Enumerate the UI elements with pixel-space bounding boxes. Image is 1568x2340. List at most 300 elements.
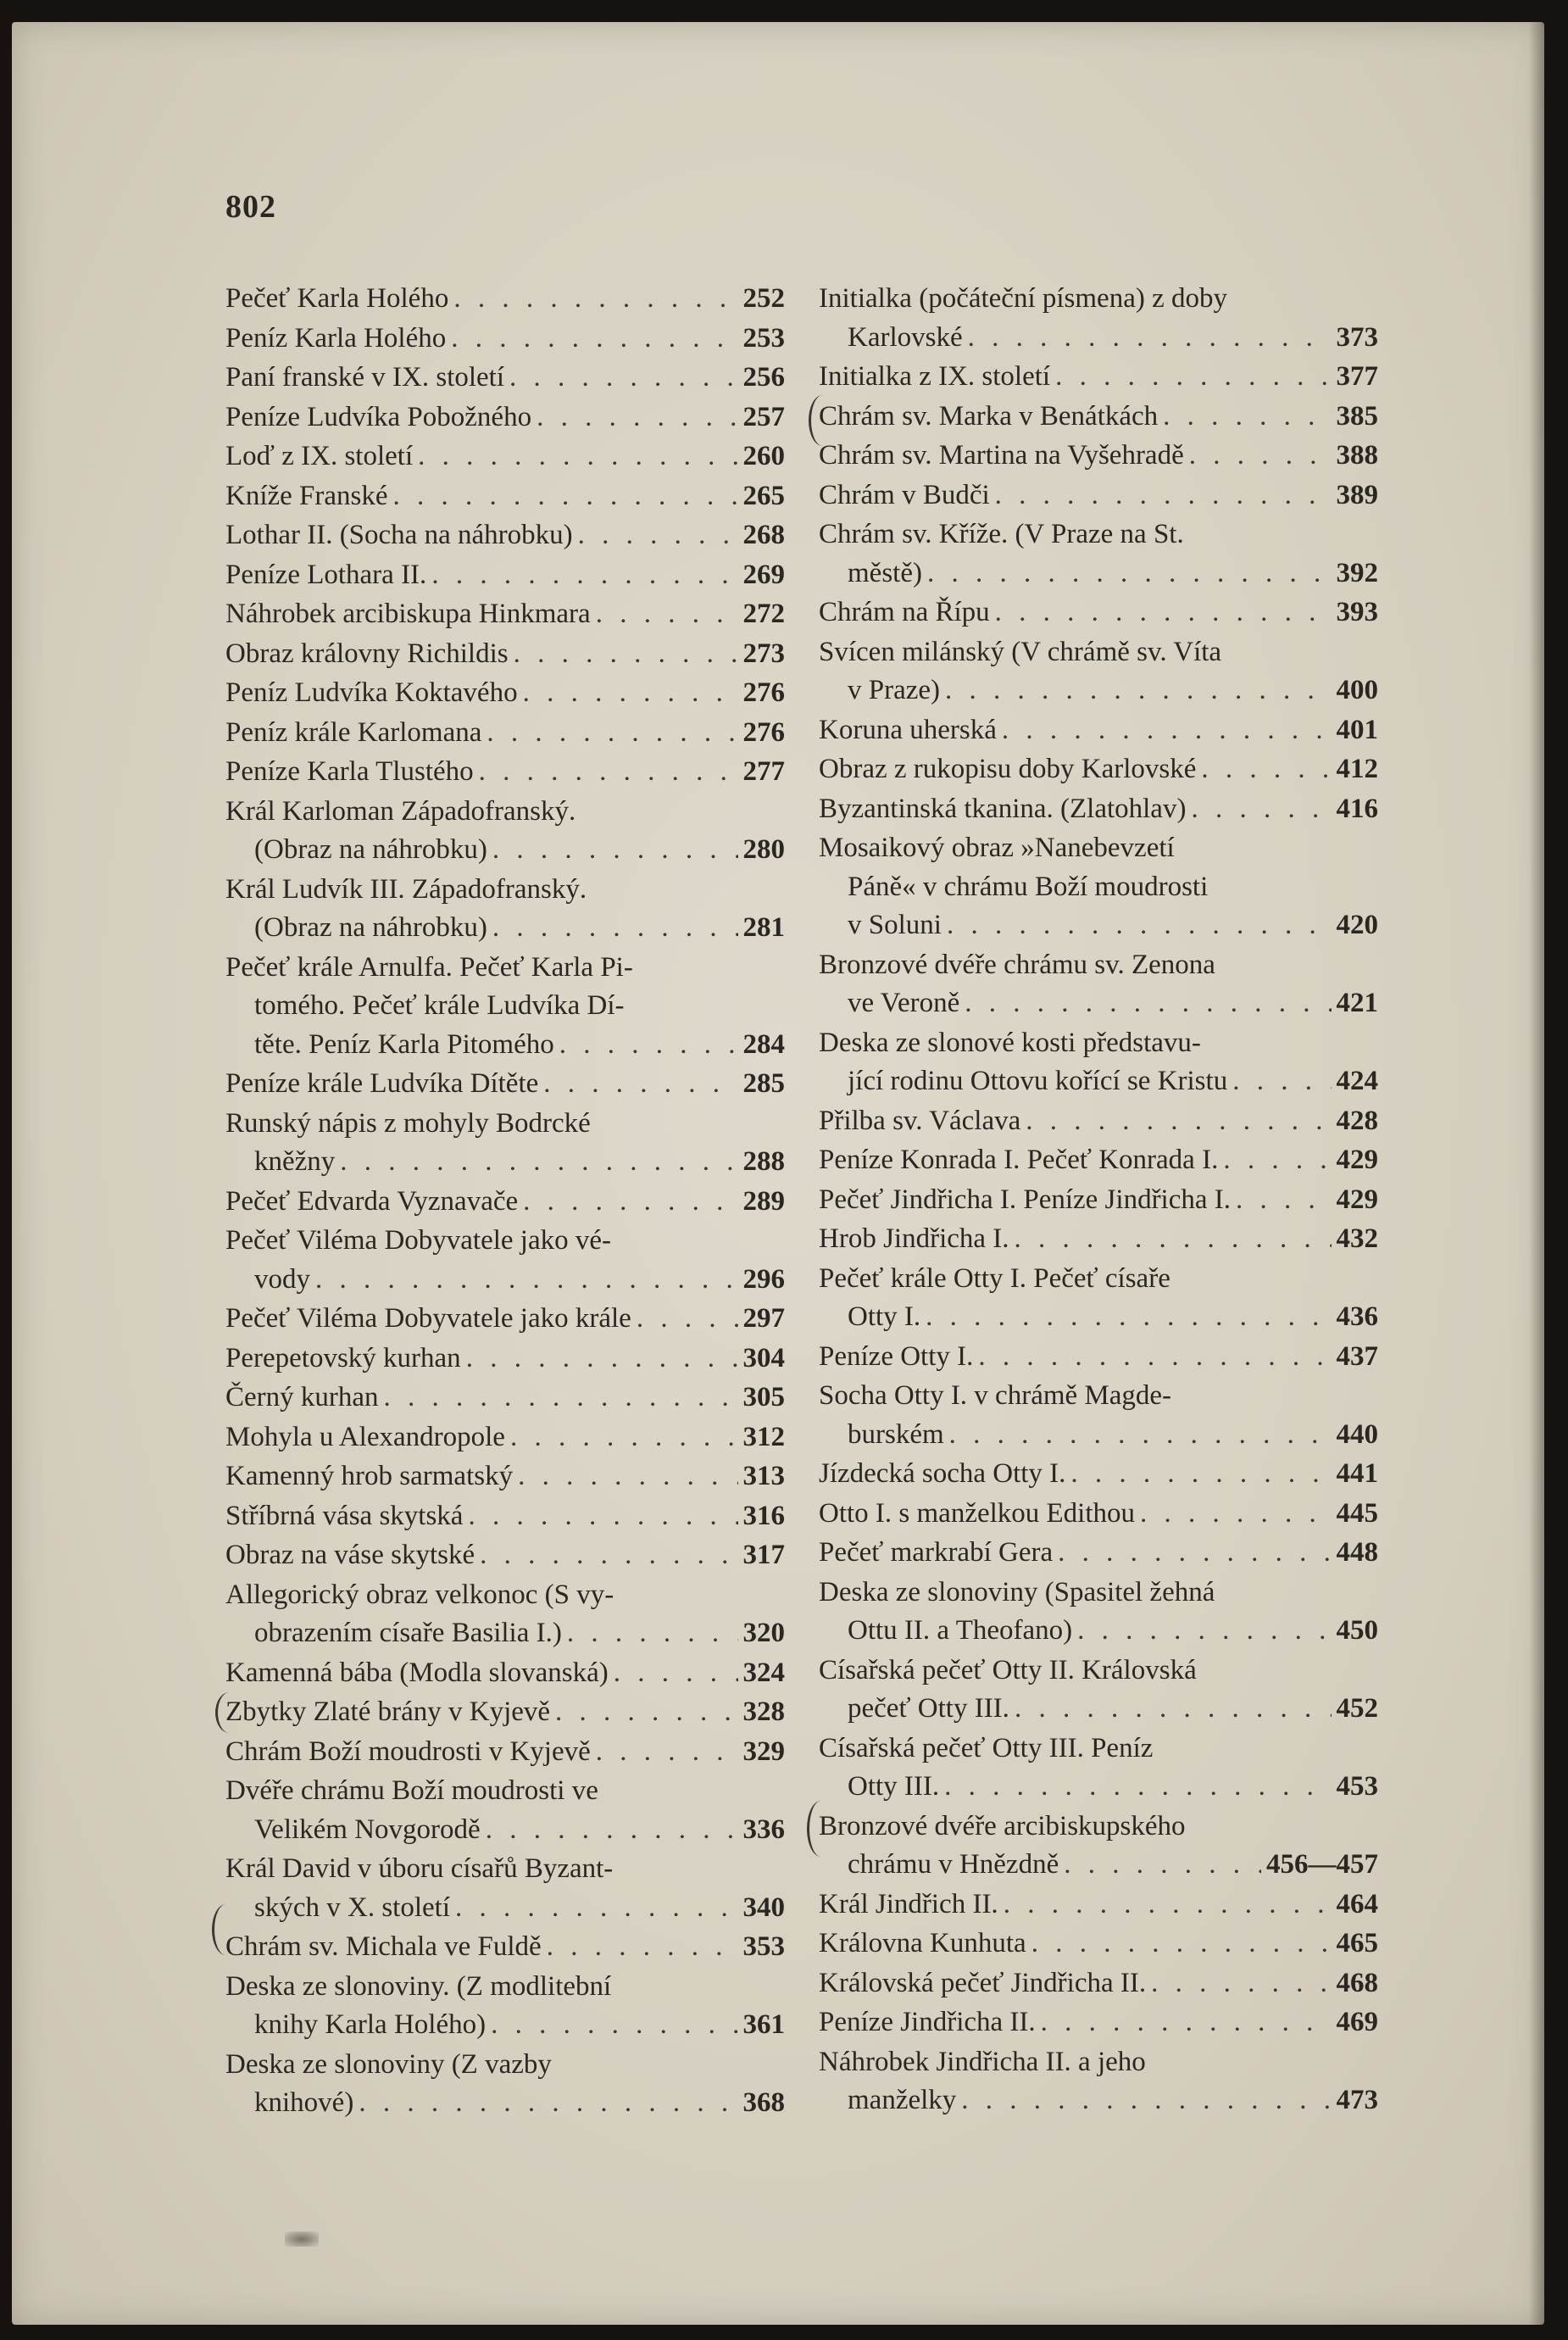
entry-title: Perepetovský kurhan	[225, 1342, 461, 1373]
index-entry-line	[225, 516, 785, 555]
entry-title: Deska ze slonové kosti představu-	[819, 1027, 1201, 1058]
entry-title: Allegorický obraz velkonoc (S vy-	[225, 1579, 614, 1610]
entry-page-number: 445	[1336, 1497, 1378, 1529]
entry-page-number: 452	[1336, 1693, 1378, 1724]
entry-page-number: 392	[1336, 557, 1378, 588]
entry-page-number: 252	[742, 283, 785, 314]
entry-title: pečeť Otty III.	[848, 1693, 1009, 1724]
entry-title: Král David v úboru císařů Byzant-	[225, 1853, 614, 1884]
entry-page-number: 256	[742, 362, 785, 393]
entry-page-number: 316	[742, 1500, 785, 1531]
index-entry-line	[225, 1497, 785, 1536]
index-entry	[225, 1968, 785, 2045]
dot-leader	[1015, 1690, 1332, 1729]
dot-leader	[492, 831, 738, 870]
index-entry-line	[819, 711, 1378, 750]
index-entry-line	[819, 593, 1378, 632]
index-entry-line	[819, 1846, 1378, 1885]
dot-leader	[1026, 1102, 1331, 1141]
index-entry	[225, 1536, 785, 1575]
entry-title: Císařská pečeť Otty III. Peníz	[819, 1732, 1154, 1763]
index-entry	[819, 358, 1378, 397]
index-entry-line	[819, 1925, 1378, 1964]
index-entry	[225, 714, 785, 753]
entry-title: Pečeť Viléma Dobyvatele jako krále	[225, 1303, 631, 1334]
index-entry-line	[225, 1889, 785, 1928]
entry-title: Královna Kunhuta	[819, 1928, 1026, 1958]
index-entry-line	[819, 1377, 1378, 1416]
index-entry	[819, 1141, 1378, 1180]
index-entry-line	[225, 1733, 785, 1772]
entry-page-number: 269	[742, 559, 785, 590]
dot-leader	[961, 2081, 1331, 2120]
entry-page-number: 385	[1336, 400, 1378, 432]
index-entry-line	[819, 1690, 1378, 1729]
entry-page-number: 432	[1336, 1223, 1378, 1254]
dot-leader	[1191, 790, 1331, 829]
entry-title: Velikém Novgorodě	[254, 1814, 481, 1845]
dot-leader	[543, 1065, 737, 1104]
index-entry	[225, 1457, 785, 1496]
index-entry-line	[225, 1614, 785, 1653]
index-entry	[819, 1102, 1378, 1141]
index-entry	[819, 2003, 1378, 2042]
entry-page-number: 284	[742, 1028, 785, 1060]
dot-leader	[1140, 1495, 1331, 1534]
entry-title: Pečeť krále Arnulfa. Pečeť Karla Pi-	[225, 951, 633, 983]
index-entry	[819, 1964, 1378, 2003]
index-entry	[819, 515, 1378, 593]
entry-page-number: 285	[742, 1068, 785, 1099]
index-entry-line	[225, 1654, 785, 1693]
entry-page-number: 416	[1336, 793, 1378, 824]
index-entry-line	[225, 1300, 785, 1339]
entry-title: Mohyla u Alexandropole	[225, 1421, 505, 1452]
index-entry-line	[225, 595, 785, 634]
index-entry-line	[819, 1886, 1378, 1925]
entry-title: (Obraz na náhrobku)	[254, 912, 487, 943]
entry-title: Peníze Otty I.	[819, 1340, 974, 1372]
index-entry-line	[819, 829, 1378, 868]
entry-title: Peníz Ludvíka Koktavého	[225, 677, 518, 708]
index-entry	[225, 1654, 785, 1693]
index-entry	[819, 1260, 1378, 1337]
dot-leader	[514, 635, 738, 674]
index-entry-line	[819, 1574, 1378, 1613]
index-entry	[225, 753, 785, 792]
index-entry-line	[819, 280, 1378, 319]
dot-leader	[1015, 1220, 1332, 1259]
index-entry-line	[819, 633, 1378, 672]
entry-page-number: 412	[1336, 754, 1378, 784]
entry-page-number: 436	[1336, 1301, 1378, 1332]
entry-page-number: 465	[1336, 1928, 1378, 1958]
index-entry	[225, 1497, 785, 1536]
index-entry	[225, 359, 785, 398]
index-entry-line	[225, 871, 785, 910]
entry-title: manželky	[848, 2085, 957, 2115]
index-entry-line	[225, 398, 785, 437]
entry-title: Pečeť Edvarda Vyznavače	[225, 1185, 519, 1217]
dot-leader	[315, 1261, 738, 1300]
entry-page-number: 456—457	[1266, 1849, 1378, 1880]
dot-leader	[523, 1183, 737, 1222]
entry-page-number: 265	[742, 480, 785, 511]
index-column-right	[819, 280, 1378, 2121]
entry-title: Otty III.	[848, 1771, 940, 1802]
index-entry-line	[225, 2084, 785, 2123]
index-entry	[819, 1808, 1378, 1885]
entry-title: kněžny	[254, 1146, 336, 1177]
index-entry	[819, 437, 1378, 476]
index-entry-line	[819, 1964, 1378, 2003]
dot-leader	[1064, 1846, 1261, 1885]
index-entry-line	[225, 1576, 785, 1615]
entry-title: Loď z IX. století	[225, 441, 414, 471]
dot-leader	[518, 1457, 737, 1496]
entry-title: Initialka (počáteční písmena) z doby	[819, 283, 1227, 314]
dot-leader	[418, 437, 737, 476]
index-entry	[819, 1925, 1378, 1964]
dot-leader	[1163, 398, 1331, 437]
index-entry-line	[819, 1808, 1378, 1847]
entry-title: Paní franské v IX. století	[225, 362, 505, 393]
index-entry	[819, 1455, 1378, 1494]
entry-page-number: 276	[742, 716, 785, 748]
dot-leader	[431, 556, 737, 595]
entry-page-number: 260	[742, 441, 785, 471]
dot-leader	[1070, 1455, 1331, 1494]
dot-leader	[491, 2006, 737, 2045]
index-entry-line	[225, 359, 785, 398]
index-entry-line	[819, 1298, 1378, 1337]
entry-title: Obraz na váse skytské	[225, 1540, 475, 1570]
entry-title: Král Jindřich II.	[819, 1888, 998, 1919]
dot-leader	[1151, 1964, 1331, 2003]
index-entry	[225, 1772, 785, 1849]
entry-page-number: 429	[1336, 1145, 1378, 1175]
entry-page-number: 437	[1336, 1340, 1378, 1372]
entry-page-number: 468	[1336, 1967, 1378, 1998]
index-entry-line	[819, 1495, 1378, 1534]
index-entry	[819, 1730, 1378, 1807]
index-entry-line	[225, 1183, 785, 1222]
index-entry-line	[225, 909, 785, 948]
index-entry	[819, 1024, 1378, 1101]
index-entry	[225, 516, 785, 555]
index-entry	[225, 1928, 785, 1967]
index-entry-line	[225, 1143, 785, 1182]
index-entry	[819, 790, 1378, 829]
dot-leader	[995, 593, 1332, 632]
entry-title: Pečeť Viléma Dobyvatele jako vé-	[225, 1225, 612, 1256]
dot-leader	[537, 398, 737, 437]
dot-leader	[926, 1298, 1331, 1337]
index-entry-line	[819, 319, 1378, 358]
index-entry	[225, 1379, 785, 1418]
index-entry	[225, 595, 785, 634]
entry-title: těte. Peníz Karla Pitomého	[254, 1028, 554, 1060]
dot-leader	[596, 595, 738, 634]
entry-title: tomého. Pečeť krále Ludvíka Dí-	[254, 990, 625, 1021]
dot-leader	[1189, 437, 1332, 476]
entry-title: Deska ze slonoviny (Spasitel žehná	[819, 1576, 1215, 1607]
index-entry-line	[819, 1260, 1378, 1299]
dot-leader	[1055, 358, 1331, 397]
index-entry-line	[819, 946, 1378, 985]
entry-title: Karlovské	[848, 321, 963, 353]
index-entry	[819, 1338, 1378, 1377]
entry-title: Peníze Karla Tlustého	[225, 756, 474, 787]
dot-leader	[927, 554, 1332, 593]
index-entry-line	[819, 2043, 1378, 2082]
index-entry-line	[819, 671, 1378, 710]
index-entry-line	[225, 1457, 785, 1496]
entry-page-number: 320	[742, 1618, 785, 1648]
index-entry-line	[819, 1062, 1378, 1101]
pencil-margin-mark	[212, 1904, 240, 1955]
entry-page-number: 353	[742, 1931, 785, 1962]
index-entry	[225, 1300, 785, 1339]
entry-title: Koruna uherská	[819, 714, 997, 745]
index-entry-line	[225, 674, 785, 713]
entry-title: Chrám Boží moudrosti v Kyjevě	[225, 1736, 591, 1767]
index-entry	[819, 1652, 1378, 1729]
entry-title: Páně« v chrámu Boží moudrosti	[848, 871, 1209, 902]
index-entry	[819, 1574, 1378, 1651]
entry-page-number: 393	[1336, 597, 1378, 627]
index-entry-line	[225, 1261, 785, 1300]
index-entry	[225, 635, 785, 674]
entry-page-number: 296	[742, 1263, 785, 1295]
entry-page-number: 420	[1336, 910, 1378, 940]
entry-title: Deska ze slonoviny (Z vazby	[225, 2048, 552, 2080]
index-entry-line	[819, 476, 1378, 515]
entry-title: obrazením císaře Basilia I.)	[254, 1618, 562, 1648]
entry-title: v Praze)	[848, 675, 941, 705]
entry-title: Deska ze slonoviny. (Z modlitební	[225, 1970, 612, 2002]
entry-title: Pečeť krále Otty I. Pečeť císaře	[819, 1262, 1170, 1294]
entry-page-number: 429	[1336, 1184, 1378, 1215]
entry-page-number: 389	[1336, 479, 1378, 510]
dot-leader	[486, 1811, 738, 1850]
dot-leader	[1236, 1181, 1331, 1220]
index-entry-line	[819, 790, 1378, 829]
entry-page-number: 268	[742, 520, 785, 550]
index-entry-line	[225, 714, 785, 753]
entry-title: Chrám sv. Martina na Vyšehradě	[819, 440, 1184, 471]
index-entry-line	[225, 1850, 785, 1889]
entry-page-number: 373	[1336, 321, 1378, 353]
entry-title: Bronzové dvéře chrámu sv. Zenona	[819, 949, 1215, 980]
entry-title: vody	[254, 1263, 310, 1295]
index-entry	[225, 1733, 785, 1772]
entry-title: Černý kurhan	[225, 1382, 379, 1412]
index-entry-line	[225, 635, 785, 674]
dot-leader	[359, 2084, 737, 2123]
dot-leader	[1002, 711, 1332, 750]
index-entry	[225, 1340, 785, 1379]
dot-leader	[559, 1026, 738, 1065]
entry-title: Hrob Jindřicha I.	[819, 1223, 1009, 1254]
index-entry-line	[819, 1730, 1378, 1769]
entry-page-number: 272	[742, 599, 785, 629]
entry-page-number: 305	[742, 1382, 785, 1412]
index-entry	[819, 1181, 1378, 1220]
dot-leader	[965, 984, 1331, 1023]
entry-page-number: 424	[1336, 1066, 1378, 1096]
entry-page-number: 276	[742, 677, 785, 708]
entry-title: Otto I. s manželkou Edithou	[819, 1497, 1136, 1529]
index-entry	[819, 1495, 1378, 1534]
index-entry	[225, 949, 785, 1065]
entry-page-number: 377	[1336, 361, 1378, 392]
entry-title: Runský nápis z mohyly Bodrcké	[225, 1107, 591, 1139]
entry-page-number: 277	[742, 756, 785, 787]
index-entry-line	[819, 1338, 1378, 1377]
entry-page-number: 336	[742, 1814, 785, 1845]
dot-leader	[480, 1536, 737, 1575]
dot-leader	[1232, 1062, 1331, 1101]
dot-leader	[1041, 2003, 1332, 2042]
dot-leader	[949, 1416, 1332, 1455]
dot-leader	[1031, 1925, 1332, 1964]
dot-leader	[453, 280, 737, 319]
index-entry	[819, 946, 1378, 1023]
entry-title: Chrám na Řípu	[819, 597, 990, 627]
entry-page-number: 280	[742, 834, 785, 865]
index-entry-line	[819, 515, 1378, 554]
index-entry	[819, 1220, 1378, 1259]
index-entry-line	[819, 1102, 1378, 1141]
entry-title: Zbytky Zlaté brány v Kyjevě	[225, 1696, 551, 1727]
index-entry	[225, 556, 785, 595]
dot-leader	[1004, 1886, 1332, 1925]
index-entry-line	[225, 1418, 785, 1457]
entry-page-number: 304	[742, 1342, 785, 1373]
index-entry-line	[225, 280, 785, 319]
dot-leader	[492, 909, 738, 948]
entry-title: Peníz krále Karlomana	[225, 716, 482, 748]
entry-title: Peníze Lothara II.	[225, 559, 427, 590]
entry-title: Obraz z rukopisu doby Karlovské	[819, 754, 1197, 784]
entry-page-number: 428	[1336, 1105, 1378, 1136]
index-entry-line	[819, 1416, 1378, 1455]
index-entry-line	[225, 1340, 785, 1379]
index-entry	[225, 1183, 785, 1222]
index-entry	[819, 633, 1378, 710]
entry-page-number: 450	[1336, 1615, 1378, 1646]
index-entry-line	[225, 949, 785, 988]
dot-leader	[523, 674, 738, 713]
dot-leader	[596, 1733, 738, 1772]
index-entry	[819, 750, 1378, 789]
dot-leader	[487, 714, 737, 753]
dot-leader	[479, 753, 738, 792]
entry-title: Chrám sv. Michala ve Fuldě	[225, 1931, 542, 1962]
entry-title: Kamenná bába (Modla slovanská)	[225, 1657, 609, 1688]
index-entry-line	[225, 1772, 785, 1811]
entry-title: Dvéře chrámu Boží moudrosti ve	[225, 1775, 598, 1806]
entry-title: Královská pečeť Jindřicha II.	[819, 1967, 1147, 1998]
entry-title: Peníze Konrada I. Pečeť Konrada I.	[819, 1145, 1219, 1175]
dot-leader	[637, 1300, 738, 1339]
dot-leader	[468, 1497, 737, 1536]
dot-leader	[944, 1768, 1331, 1807]
entry-page-number: 400	[1336, 675, 1378, 705]
entry-title: ských v X. století	[254, 1892, 450, 1923]
entry-title: Chrám sv. Kříže. (V Praze na St.	[819, 519, 1184, 549]
index-entry	[225, 1065, 785, 1104]
dot-leader	[510, 1418, 738, 1457]
page-fold-shadow	[1529, 22, 1544, 2325]
index-entry	[819, 1377, 1378, 1454]
entry-title: Kníže Franské	[225, 480, 388, 511]
entry-title: Pečeť Jindřicha I. Peníze Jindřicha I.	[819, 1184, 1232, 1215]
index-entry-line	[819, 1220, 1378, 1259]
dot-leader	[1223, 1141, 1331, 1180]
index-entry-line	[225, 477, 785, 516]
entry-title: burském	[848, 1418, 944, 1450]
index-entry-line	[819, 437, 1378, 476]
index-entry-line	[819, 984, 1378, 1023]
entry-page-number: 329	[742, 1736, 785, 1767]
entry-title: Císařská pečeť Otty II. Královská	[819, 1654, 1197, 1685]
index-entry-line	[225, 793, 785, 832]
entry-title: Peníz Karla Holého	[225, 322, 447, 354]
index-entry-line	[819, 1612, 1378, 1651]
index-entry-line	[819, 1181, 1378, 1220]
entry-title: Náhrobek Jindřicha II. a jeho	[819, 2046, 1146, 2077]
entry-title: knihy Karla Holého)	[254, 2009, 487, 2040]
dot-leader	[1077, 1612, 1331, 1651]
dot-leader	[393, 477, 738, 516]
index-entry-line	[819, 1534, 1378, 1573]
index-entry-line	[819, 906, 1378, 945]
entry-title: Pečeť markrabí Gera	[819, 1537, 1054, 1568]
index-entry-line	[225, 831, 785, 870]
entry-title: Lothar II. (Socha na náhrobku)	[225, 520, 573, 550]
entry-page-number: 340	[742, 1892, 785, 1923]
index-entry	[225, 2046, 785, 2123]
entry-title: Obraz královny Richildis	[225, 638, 509, 669]
index-entry	[225, 1693, 785, 1732]
dot-leader	[968, 319, 1332, 358]
entry-title: v Soluni	[848, 910, 942, 940]
dot-leader	[614, 1654, 738, 1693]
index-entry-line	[225, 2006, 785, 2045]
entry-page-number: 289	[742, 1185, 785, 1217]
entry-title: Pečeť Karla Holého	[225, 283, 449, 314]
entry-title: Chrám v Budči	[819, 479, 990, 510]
dot-leader	[509, 359, 737, 398]
pencil-margin-mark	[807, 1801, 835, 1857]
entry-title: městě)	[848, 557, 922, 588]
book-page	[12, 22, 1544, 2325]
index-entry	[225, 1418, 785, 1457]
entry-page-number: 388	[1336, 440, 1378, 471]
dot-leader	[1201, 750, 1331, 789]
dot-leader	[340, 1143, 737, 1182]
index-entry-line	[225, 753, 785, 792]
index-column-left	[225, 280, 785, 2124]
entry-title: Přilba sv. Václava	[819, 1105, 1021, 1136]
dot-leader	[995, 476, 1332, 515]
pencil-margin-mark	[215, 1692, 243, 1733]
entry-page-number: 440	[1336, 1418, 1378, 1450]
index-entry	[819, 1886, 1378, 1925]
page-number: 802	[225, 189, 276, 225]
